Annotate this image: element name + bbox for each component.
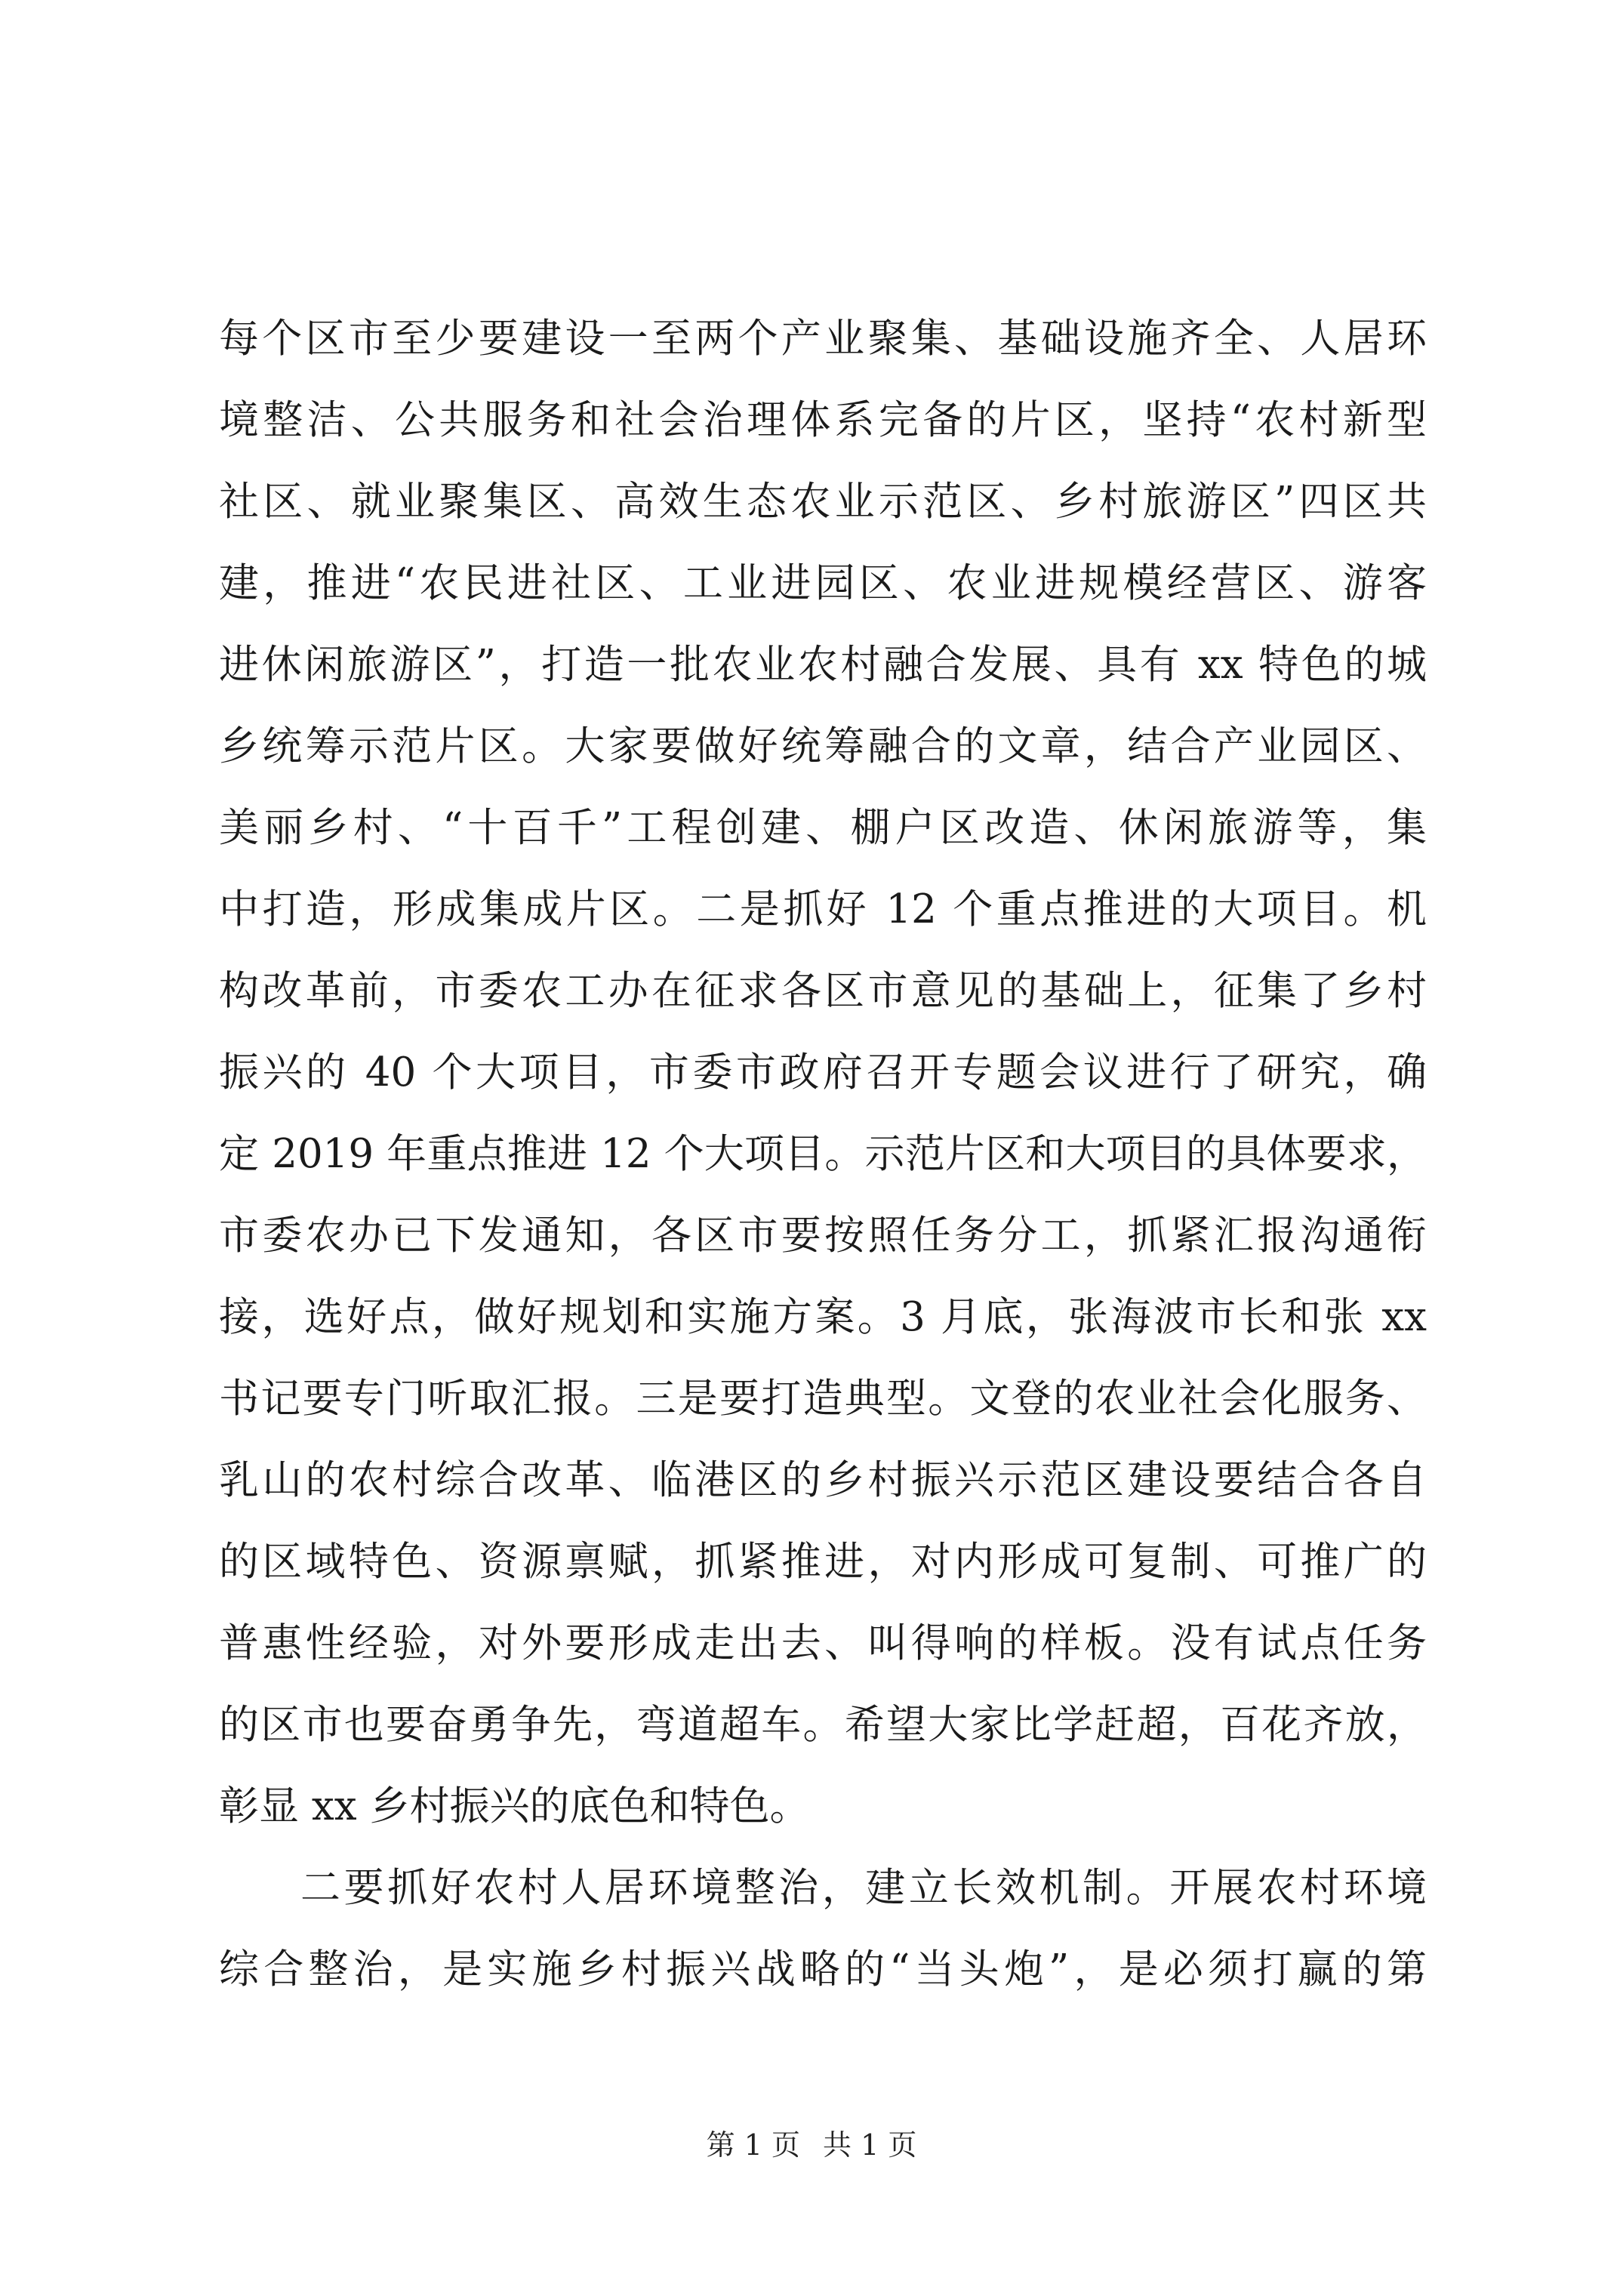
text-line: 境整洁、公共服务和社会治理体系完备的片区，坚持“农村新型 <box>219 397 1427 443</box>
paragraph-1 <box>219 298 1427 1848</box>
text-line: 美丽乡村、“十百千”工程创建、棚户区改造、休闲旅游等，集 <box>219 805 1427 851</box>
paragraph-2 <box>219 1848 1427 2011</box>
text-line: 建，推进“农民进社区、工业进园区、农业进规模经营区、游客 <box>219 560 1427 606</box>
text-line: 乳山的农村综合改革、临港区的乡村振兴示范区建设要结合各自 <box>219 1457 1427 1503</box>
text-line: 彰显 xx 乡村振兴的底色和特色。 <box>219 1783 810 1829</box>
text-line: 中打造，形成集成片区。二是抓好 12 个重点推进的大项目。机 <box>219 886 1427 932</box>
text-line: 进休闲旅游区”，打造一批农业农村融合发展、具有 xx 特色的城 <box>219 642 1427 688</box>
text-line: 的区域特色、资源禀赋，抓紧推进，对内形成可复制、可推广的 <box>219 1539 1427 1585</box>
page-total: 共 1 页 <box>823 2128 917 2162</box>
text-line: 综合整治，是实施乡村振兴战略的“当头炮”，是必须打赢的第 <box>219 1946 1427 1992</box>
text-line: 构改革前，市委农工办在征求各区市意见的基础上，征集了乡村 <box>219 968 1427 1014</box>
text-line: 普惠性经验，对外要形成走出去、叫得响的样板。没有试点任务 <box>219 1620 1427 1666</box>
document-body <box>219 298 1427 2011</box>
text-line: 市委农办已下发通知，各区市要按照任务分工，抓紧汇报沟通衔 <box>219 1213 1427 1259</box>
text-line: 书记要专门听取汇报。三是要打造典型。文登的农业社会化服务、 <box>219 1376 1427 1422</box>
text-line: 接，选好点，做好规划和实施方案。3 月底，张海波市长和张 xx <box>219 1294 1427 1340</box>
text-line: 的区市也要奋勇争先，弯道超车。希望大家比学赶超，百花齐放， <box>219 1702 1427 1748</box>
text-line: 乡统筹示范片区。大家要做好统筹融合的文章，结合产业园区、 <box>219 723 1427 769</box>
text-line: 每个区市至少要建设一至两个产业聚集、基础设施齐全、人居环 <box>219 316 1427 362</box>
text-line: 振兴的 40 个大项目，市委市政府召开专题会议进行了研究，确 <box>219 1049 1427 1096</box>
text-line: 社区、就业聚集区、高效生态农业示范区、乡村旅游区”四区共 <box>219 479 1427 525</box>
page-footer <box>0 2122 1623 2163</box>
page-number: 第 1 页 <box>706 2128 800 2162</box>
text-line: 定 2019 年重点推进 12 个大项目。示范片区和大项目的具体要求， <box>219 1131 1427 1177</box>
text-line: 二要抓好农村人居环境整治，建立长效机制。开展农村环境 <box>300 1865 1427 1911</box>
